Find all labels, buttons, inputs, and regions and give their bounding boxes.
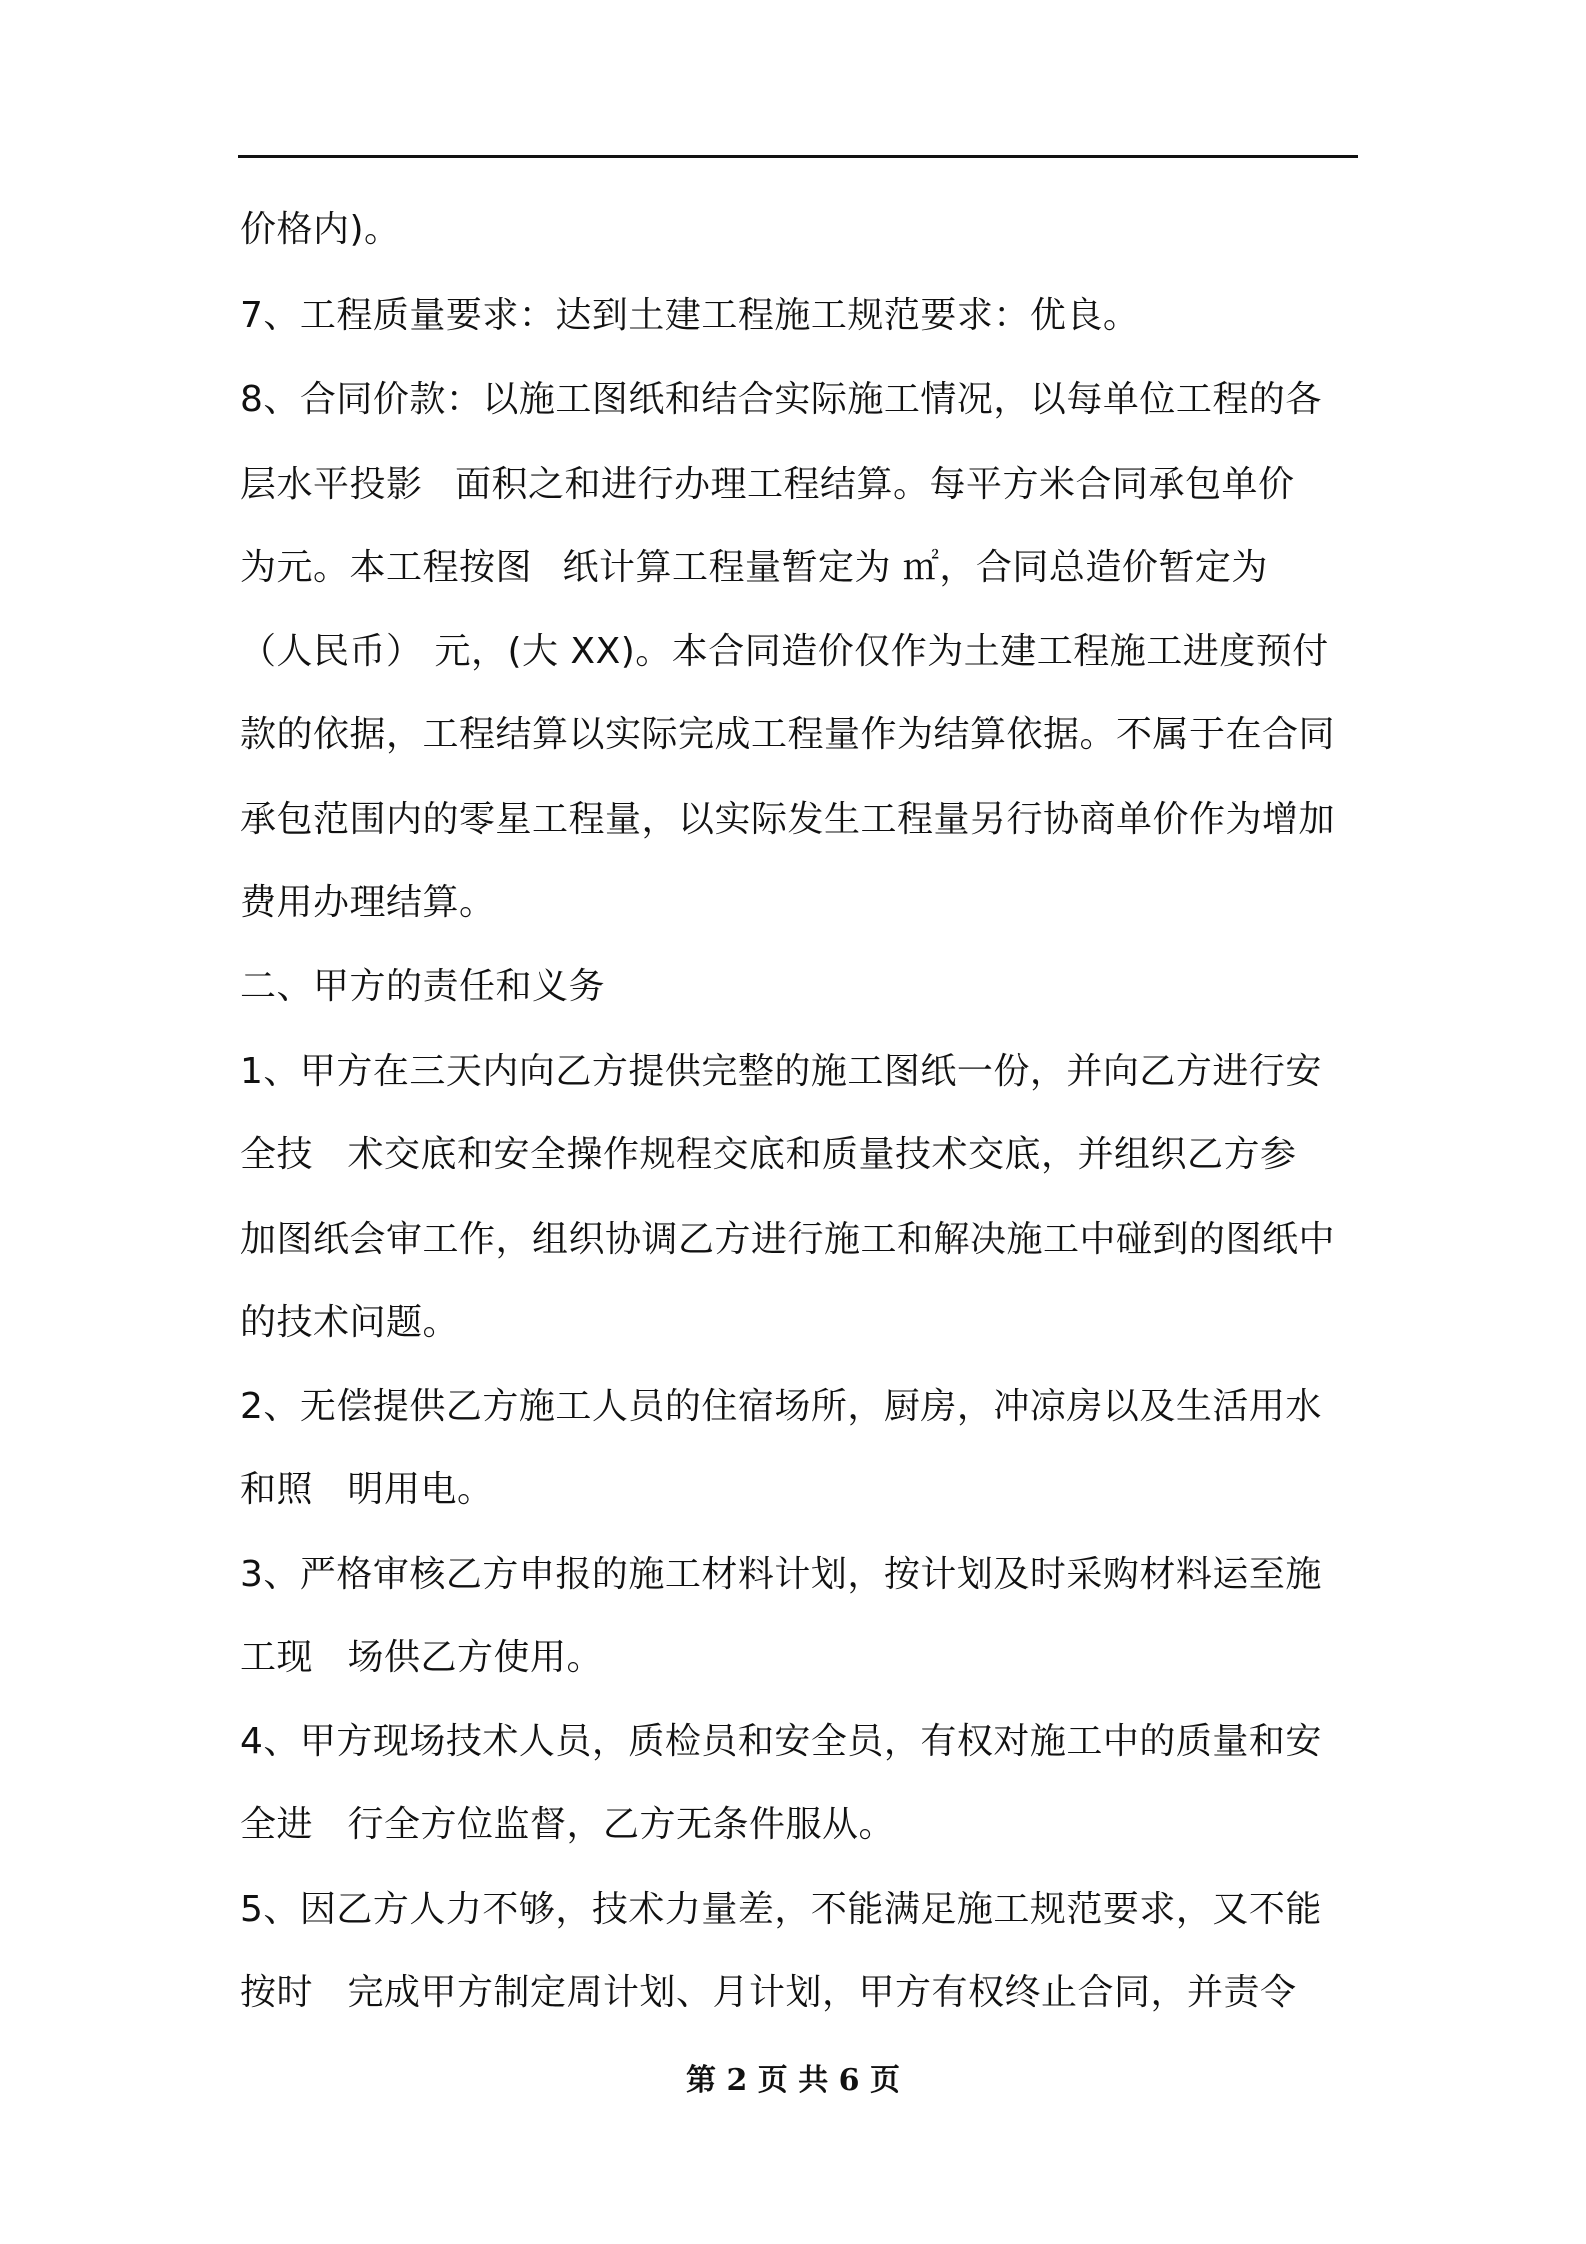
text-line: 为元。本工程按图 纸计算工程量暂定为 ㎡，合同总造价暂定为 [240, 547, 1268, 588]
text-line: 费用办理结算。 [240, 882, 496, 923]
text-line: 2、无偿提供乙方施工人员的住宿场所，厨房，冲凉房以及生活用水 [240, 1386, 1322, 1427]
text-line: 1、甲方在三天内向乙方提供完整的施工图纸一份，并向乙方进行安 [240, 1051, 1322, 1092]
text-line: 加图纸会审工作，组织协调乙方进行施工和解决施工中碰到的图纸中 [240, 1219, 1336, 1260]
header-rule [238, 155, 1358, 158]
text-line: 层水平投影 面积之和进行办理工程结算。每平方米合同承包单价 [240, 464, 1295, 505]
page-number-footer: 第 2 页 共 6 页 [686, 2063, 900, 2098]
text-line: 全进 行全方位监督，乙方无条件服从。 [240, 1804, 896, 1845]
text-line: 工现 场供乙方使用。 [240, 1637, 604, 1678]
text-line: 3、严格审核乙方申报的施工材料计划，按计划及时采购材料运至施 [240, 1554, 1322, 1595]
text-line: 7、工程质量要求：达到土建工程施工规范要求：优良。 [240, 295, 1140, 336]
text-line: 4、甲方现场技术人员，质检员和安全员，有权对施工中的质量和安 [240, 1721, 1322, 1762]
text-line: 的技术问题。 [240, 1302, 460, 1343]
text-line: 5、因乙方人力不够，技术力量差，不能满足施工规范要求，又不能 [240, 1889, 1322, 1930]
text-line: 款的依据，工程结算以实际完成工程量作为结算依据。不属于在合同 [240, 714, 1336, 755]
text-line: 价格内)。 [240, 209, 401, 250]
text-line: 承包范围内的零星工程量，以实际发生工程量另行协商单价作为增加 [240, 799, 1336, 840]
text-line: 全技 术交底和安全操作规程交底和质量技术交底，并组织乙方参 [240, 1134, 1297, 1175]
text-line: 和照 明用电。 [240, 1469, 494, 1510]
text-line: 按时 完成甲方制定周计划、月计划，甲方有权终止合同，并责令 [240, 1972, 1297, 2013]
text-line: （人民币） 元，(大 XX)。本合同造价仅作为土建工程施工进度预付 [240, 631, 1329, 672]
section-heading: 二、甲方的责任和义务 [240, 966, 606, 1007]
text-line: 8、合同价款：以施工图纸和结合实际施工情况，以每单位工程的各 [240, 379, 1322, 420]
